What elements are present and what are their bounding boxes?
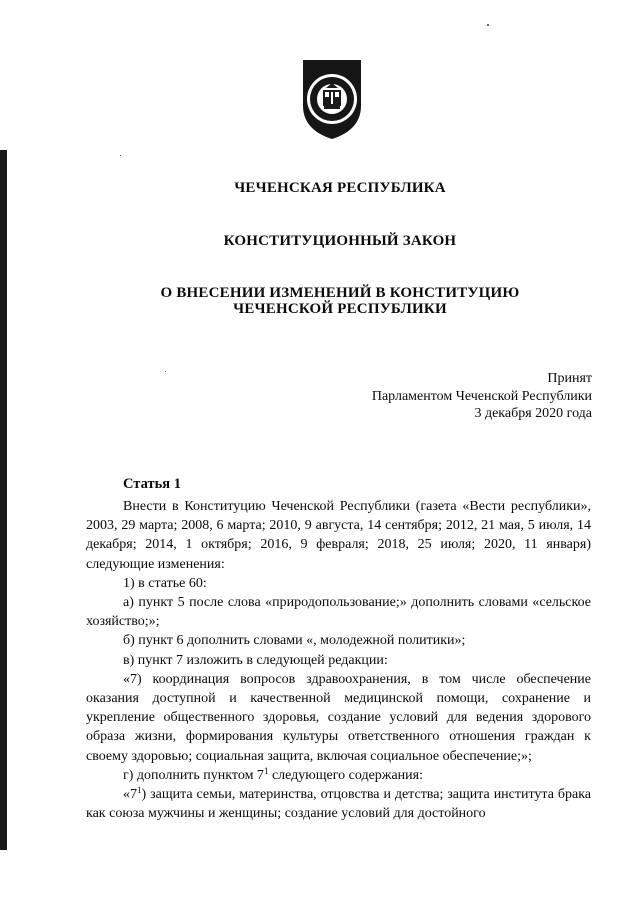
coat-of-arms-icon xyxy=(300,58,364,140)
paragraph-text: следующего содержания: xyxy=(268,767,423,783)
paragraph-text: г) дополнить пунктом 7 xyxy=(123,767,264,783)
document-type-title: КОНСТИТУЦИОННЫЙ ЗАКОН xyxy=(223,233,457,249)
article-paragraph: а) пункт 5 после слова «природопользование;» дополнить словами «сельское хозяйство;»; xyxy=(86,595,591,630)
article-paragraph: «7) координация вопросов здравоохранения, в том числе обеспечение оказания доступной и качественной медицинской помощи, сохранение и укрепление общественного здоровья, создание условий для ведения здорового образа жизни, формирования культуры ответственного отношения граждан к своему здоровью; социальная защита, включая социальное обеспечение;»; xyxy=(86,671,591,764)
superscript-index: 1 xyxy=(263,765,269,776)
scan-speck xyxy=(487,24,489,26)
scan-speck xyxy=(165,371,166,372)
article-paragraph: в) пункт 7 изложить в следующей редакции: xyxy=(123,652,388,668)
scan-speck xyxy=(120,155,121,156)
law-title-line-2: ЧЕЧЕНСКОЙ РЕСПУБЛИКИ xyxy=(233,301,447,317)
adoption-block xyxy=(372,370,592,423)
article-paragraph: Внести в Конституцию Чеченской Республики (газета «Вести республики», 2003, 29 марта; 2008, 6 марта; 2010, 9 августа, 14 сентября; 2012, 21 мая, 5 июля, 14 декабря; 2014, 1 октября; 2016, 9 февраля; 2018, 25 июля; 2020, 11 января) следующие изменения: xyxy=(86,499,591,572)
article-body xyxy=(86,497,591,823)
article-paragraph: 1) в статье 60: xyxy=(123,575,207,591)
paragraph-text: ) защита семьи, материнства, отцовства и детства; защита института брака как союза мужчины и женщины; создание условий для достойного xyxy=(86,787,591,822)
adoption-line-2: Парламентом Чеченской Республики xyxy=(371,388,592,404)
article-paragraph xyxy=(86,785,591,823)
superscript-index: 1 xyxy=(137,785,142,796)
law-title xyxy=(0,285,640,317)
article-paragraph: б) пункт 6 дополнить словами «, молодежной политики»; xyxy=(123,633,466,649)
adoption-line-3: 3 декабря 2020 года xyxy=(474,406,592,421)
article-paragraph xyxy=(86,766,591,785)
adoption-line-1: Принят xyxy=(547,371,592,386)
scan-edge-shadow xyxy=(0,150,7,850)
region-title: ЧЕЧЕНСКАЯ РЕСПУБЛИКА xyxy=(234,180,446,196)
law-title-line-1: О ВНЕСЕНИИ ИЗМЕНЕНИЙ В КОНСТИТУЦИЮ xyxy=(160,285,520,301)
article-heading: Статья 1 xyxy=(123,476,181,492)
paragraph-text: «7 xyxy=(123,787,137,803)
